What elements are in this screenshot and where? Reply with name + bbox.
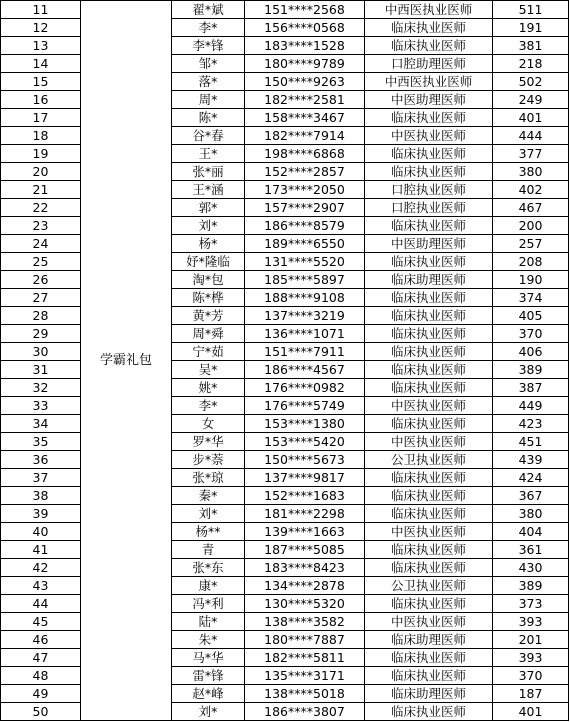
name-cell[interactable]: 李*锋 bbox=[172, 37, 245, 55]
phone-cell[interactable]: 173****2050 bbox=[245, 181, 365, 199]
row-number-cell[interactable]: 14 bbox=[1, 55, 81, 73]
score-cell[interactable]: 257 bbox=[493, 235, 569, 253]
row-number-cell[interactable]: 42 bbox=[1, 559, 81, 577]
exam-type-cell[interactable]: 临床执业医师 bbox=[365, 163, 493, 181]
phone-cell[interactable]: 151****7911 bbox=[245, 343, 365, 361]
phone-cell[interactable]: 183****1528 bbox=[245, 37, 365, 55]
exam-type-cell[interactable]: 临床执业医师 bbox=[365, 505, 493, 523]
phone-cell[interactable]: 185****5897 bbox=[245, 271, 365, 289]
score-cell[interactable]: 406 bbox=[493, 343, 569, 361]
name-cell[interactable]: 杨** bbox=[172, 523, 245, 541]
row-number-cell[interactable]: 22 bbox=[1, 199, 81, 217]
score-cell[interactable]: 208 bbox=[493, 253, 569, 271]
row-number-cell[interactable]: 40 bbox=[1, 523, 81, 541]
row-number-cell[interactable]: 24 bbox=[1, 235, 81, 253]
score-cell[interactable]: 370 bbox=[493, 667, 569, 685]
phone-cell[interactable]: 186****4567 bbox=[245, 361, 365, 379]
phone-cell[interactable]: 188****9108 bbox=[245, 289, 365, 307]
exam-type-cell[interactable]: 公卫执业医师 bbox=[365, 577, 493, 595]
exam-type-cell[interactable]: 中医执业医师 bbox=[365, 613, 493, 631]
score-cell[interactable]: 249 bbox=[493, 91, 569, 109]
name-cell[interactable]: 朱* bbox=[172, 631, 245, 649]
score-cell[interactable]: 449 bbox=[493, 397, 569, 415]
exam-type-cell[interactable]: 临床执业医师 bbox=[365, 487, 493, 505]
score-cell[interactable]: 190 bbox=[493, 271, 569, 289]
phone-cell[interactable]: 176****5749 bbox=[245, 397, 365, 415]
phone-cell[interactable]: 131****5520 bbox=[245, 253, 365, 271]
name-cell[interactable]: 淘*包 bbox=[172, 271, 245, 289]
score-cell[interactable]: 439 bbox=[493, 451, 569, 469]
exam-type-cell[interactable]: 中医执业医师 bbox=[365, 523, 493, 541]
name-cell[interactable]: 落* bbox=[172, 73, 245, 91]
score-cell[interactable]: 389 bbox=[493, 361, 569, 379]
row-number-cell[interactable]: 26 bbox=[1, 271, 81, 289]
row-number-cell[interactable]: 41 bbox=[1, 541, 81, 559]
row-number-cell[interactable]: 48 bbox=[1, 667, 81, 685]
exam-type-cell[interactable]: 临床执业医师 bbox=[365, 145, 493, 163]
score-cell[interactable]: 380 bbox=[493, 163, 569, 181]
exam-type-cell[interactable]: 临床执业医师 bbox=[365, 541, 493, 559]
phone-cell[interactable]: 138****3582 bbox=[245, 613, 365, 631]
row-number-cell[interactable]: 33 bbox=[1, 397, 81, 415]
exam-type-cell[interactable]: 中西医执业医师 bbox=[365, 1, 493, 19]
phone-cell[interactable]: 176****0982 bbox=[245, 379, 365, 397]
row-number-cell[interactable]: 23 bbox=[1, 217, 81, 235]
name-cell[interactable]: 王*涵 bbox=[172, 181, 245, 199]
score-cell[interactable]: 393 bbox=[493, 649, 569, 667]
score-cell[interactable]: 451 bbox=[493, 433, 569, 451]
name-cell[interactable]: 秦* bbox=[172, 487, 245, 505]
phone-cell[interactable]: 152****1683 bbox=[245, 487, 365, 505]
row-number-cell[interactable]: 13 bbox=[1, 37, 81, 55]
name-cell[interactable]: 宁*茹 bbox=[172, 343, 245, 361]
name-cell[interactable]: 妤*隆临 bbox=[172, 253, 245, 271]
score-cell[interactable]: 387 bbox=[493, 379, 569, 397]
name-cell[interactable]: 雷*锋 bbox=[172, 667, 245, 685]
exam-type-cell[interactable]: 临床执业医师 bbox=[365, 361, 493, 379]
row-number-cell[interactable]: 16 bbox=[1, 91, 81, 109]
phone-cell[interactable]: 157****2907 bbox=[245, 199, 365, 217]
phone-cell[interactable]: 152****2857 bbox=[245, 163, 365, 181]
score-cell[interactable]: 377 bbox=[493, 145, 569, 163]
name-cell[interactable]: 刘* bbox=[172, 703, 245, 721]
name-cell[interactable]: 张*丽 bbox=[172, 163, 245, 181]
row-number-cell[interactable]: 11 bbox=[1, 1, 81, 19]
row-number-cell[interactable]: 15 bbox=[1, 73, 81, 91]
exam-type-cell[interactable]: 临床执业医师 bbox=[365, 379, 493, 397]
name-cell[interactable]: 张*东 bbox=[172, 559, 245, 577]
score-cell[interactable]: 402 bbox=[493, 181, 569, 199]
score-cell[interactable]: 393 bbox=[493, 613, 569, 631]
name-cell[interactable]: 青 bbox=[172, 541, 245, 559]
row-number-cell[interactable]: 34 bbox=[1, 415, 81, 433]
phone-cell[interactable]: 150****5673 bbox=[245, 451, 365, 469]
name-cell[interactable]: 马*华 bbox=[172, 649, 245, 667]
exam-type-cell[interactable]: 公卫执业医师 bbox=[365, 451, 493, 469]
name-cell[interactable]: 张*琼 bbox=[172, 469, 245, 487]
exam-type-cell[interactable]: 临床执业医师 bbox=[365, 595, 493, 613]
name-cell[interactable]: 杨* bbox=[172, 235, 245, 253]
phone-cell[interactable]: 136****1071 bbox=[245, 325, 365, 343]
phone-cell[interactable]: 137****9817 bbox=[245, 469, 365, 487]
phone-cell[interactable]: 137****3219 bbox=[245, 307, 365, 325]
row-number-cell[interactable]: 32 bbox=[1, 379, 81, 397]
phone-cell[interactable]: 134****2878 bbox=[245, 577, 365, 595]
exam-type-cell[interactable]: 临床执业医师 bbox=[365, 19, 493, 37]
name-cell[interactable]: 步*萘 bbox=[172, 451, 245, 469]
name-cell[interactable]: 陈* bbox=[172, 109, 245, 127]
exam-type-cell[interactable]: 临床执业医师 bbox=[365, 649, 493, 667]
row-number-cell[interactable]: 45 bbox=[1, 613, 81, 631]
row-number-cell[interactable]: 46 bbox=[1, 631, 81, 649]
exam-type-cell[interactable]: 中医执业医师 bbox=[365, 397, 493, 415]
score-cell[interactable]: 405 bbox=[493, 307, 569, 325]
phone-cell[interactable]: 186****8579 bbox=[245, 217, 365, 235]
exam-type-cell[interactable]: 临床执业医师 bbox=[365, 415, 493, 433]
exam-type-cell[interactable]: 中医执业医师 bbox=[365, 127, 493, 145]
exam-type-cell[interactable]: 中医助理医师 bbox=[365, 235, 493, 253]
name-cell[interactable]: 翟*斌 bbox=[172, 1, 245, 19]
exam-type-cell[interactable]: 临床执业医师 bbox=[365, 343, 493, 361]
phone-cell[interactable]: 186****3807 bbox=[245, 703, 365, 721]
name-cell[interactable]: 冯*利 bbox=[172, 595, 245, 613]
score-cell[interactable]: 430 bbox=[493, 559, 569, 577]
phone-cell[interactable]: 198****6868 bbox=[245, 145, 365, 163]
row-number-cell[interactable]: 29 bbox=[1, 325, 81, 343]
row-number-cell[interactable]: 18 bbox=[1, 127, 81, 145]
score-cell[interactable]: 444 bbox=[493, 127, 569, 145]
phone-cell[interactable]: 187****5085 bbox=[245, 541, 365, 559]
name-cell[interactable]: 陈*桦 bbox=[172, 289, 245, 307]
row-number-cell[interactable]: 47 bbox=[1, 649, 81, 667]
row-number-cell[interactable]: 38 bbox=[1, 487, 81, 505]
score-cell[interactable]: 401 bbox=[493, 109, 569, 127]
exam-type-cell[interactable]: 临床执业医师 bbox=[365, 289, 493, 307]
score-cell[interactable]: 370 bbox=[493, 325, 569, 343]
score-cell[interactable]: 218 bbox=[493, 55, 569, 73]
exam-type-cell[interactable]: 临床执业医师 bbox=[365, 217, 493, 235]
phone-cell[interactable]: 158****3467 bbox=[245, 109, 365, 127]
row-number-cell[interactable]: 27 bbox=[1, 289, 81, 307]
name-cell[interactable]: 刘* bbox=[172, 217, 245, 235]
exam-type-cell[interactable]: 临床执业医师 bbox=[365, 37, 493, 55]
score-cell[interactable]: 511 bbox=[493, 1, 569, 19]
exam-type-cell[interactable]: 临床执业医师 bbox=[365, 109, 493, 127]
name-cell[interactable]: 赵*峰 bbox=[172, 685, 245, 703]
exam-type-cell[interactable]: 临床执业医师 bbox=[365, 325, 493, 343]
row-number-cell[interactable]: 44 bbox=[1, 595, 81, 613]
exam-type-cell[interactable]: 中西医执业医师 bbox=[365, 73, 493, 91]
exam-type-cell[interactable]: 临床执业医师 bbox=[365, 559, 493, 577]
name-cell[interactable]: 谷*春 bbox=[172, 127, 245, 145]
score-cell[interactable]: 373 bbox=[493, 595, 569, 613]
exam-type-cell[interactable]: 临床执业医师 bbox=[365, 703, 493, 721]
phone-cell[interactable]: 189****6550 bbox=[245, 235, 365, 253]
phone-cell[interactable]: 183****8423 bbox=[245, 559, 365, 577]
score-cell[interactable]: 374 bbox=[493, 289, 569, 307]
exam-type-cell[interactable]: 临床助理医师 bbox=[365, 685, 493, 703]
score-cell[interactable]: 502 bbox=[493, 73, 569, 91]
row-number-cell[interactable]: 31 bbox=[1, 361, 81, 379]
row-number-cell[interactable]: 19 bbox=[1, 145, 81, 163]
row-number-cell[interactable]: 17 bbox=[1, 109, 81, 127]
table-body bbox=[1, 1, 569, 721]
score-cell[interactable]: 367 bbox=[493, 487, 569, 505]
exam-type-cell[interactable]: 口腔执业医师 bbox=[365, 181, 493, 199]
phone-cell[interactable]: 156****0568 bbox=[245, 19, 365, 37]
name-cell[interactable]: 康* bbox=[172, 577, 245, 595]
phone-cell[interactable]: 135****3171 bbox=[245, 667, 365, 685]
row-number-cell[interactable]: 20 bbox=[1, 163, 81, 181]
row-number-cell[interactable]: 12 bbox=[1, 19, 81, 37]
name-cell[interactable]: 黄*芳 bbox=[172, 307, 245, 325]
exam-type-cell[interactable]: 临床助理医师 bbox=[365, 271, 493, 289]
score-cell[interactable]: 201 bbox=[493, 631, 569, 649]
score-cell[interactable]: 423 bbox=[493, 415, 569, 433]
phone-cell[interactable]: 180****9789 bbox=[245, 55, 365, 73]
exam-type-cell[interactable]: 口腔助理医师 bbox=[365, 55, 493, 73]
exam-type-cell[interactable]: 临床执业医师 bbox=[365, 667, 493, 685]
score-cell[interactable]: 404 bbox=[493, 523, 569, 541]
phone-cell[interactable]: 181****2298 bbox=[245, 505, 365, 523]
row-number-cell[interactable]: 35 bbox=[1, 433, 81, 451]
phone-cell[interactable]: 139****1663 bbox=[245, 523, 365, 541]
score-cell[interactable]: 380 bbox=[493, 505, 569, 523]
name-cell[interactable]: 罗*华 bbox=[172, 433, 245, 451]
name-cell[interactable]: 郭* bbox=[172, 199, 245, 217]
phone-cell[interactable]: 180****7887 bbox=[245, 631, 365, 649]
phone-cell[interactable]: 182****7914 bbox=[245, 127, 365, 145]
score-cell[interactable]: 191 bbox=[493, 19, 569, 37]
name-cell[interactable]: 李* bbox=[172, 397, 245, 415]
score-cell[interactable]: 361 bbox=[493, 541, 569, 559]
row-number-cell[interactable]: 50 bbox=[1, 703, 81, 721]
score-cell[interactable]: 467 bbox=[493, 199, 569, 217]
score-cell[interactable]: 401 bbox=[493, 703, 569, 721]
name-cell[interactable]: 王* bbox=[172, 145, 245, 163]
exam-type-cell[interactable]: 口腔执业医师 bbox=[365, 199, 493, 217]
row-number-cell[interactable]: 49 bbox=[1, 685, 81, 703]
row-number-cell[interactable]: 37 bbox=[1, 469, 81, 487]
exam-type-cell[interactable]: 临床执业医师 bbox=[365, 307, 493, 325]
exam-type-cell[interactable]: 临床助理医师 bbox=[365, 631, 493, 649]
name-cell[interactable]: 周* bbox=[172, 91, 245, 109]
exam-type-cell[interactable]: 中医执业医师 bbox=[365, 433, 493, 451]
score-cell[interactable]: 200 bbox=[493, 217, 569, 235]
phone-cell[interactable]: 153****1380 bbox=[245, 415, 365, 433]
name-cell[interactable]: 吴* bbox=[172, 361, 245, 379]
row-number-cell[interactable]: 21 bbox=[1, 181, 81, 199]
name-cell[interactable]: 李* bbox=[172, 19, 245, 37]
phone-cell[interactable]: 182****5811 bbox=[245, 649, 365, 667]
group-label-cell[interactable]: 学霸礼包 bbox=[81, 1, 172, 721]
name-cell[interactable]: 周*舜 bbox=[172, 325, 245, 343]
exam-type-cell[interactable]: 中医助理医师 bbox=[365, 91, 493, 109]
row-number-cell[interactable]: 25 bbox=[1, 253, 81, 271]
score-cell[interactable]: 389 bbox=[493, 577, 569, 595]
row-number-cell[interactable]: 39 bbox=[1, 505, 81, 523]
row-number-cell[interactable]: 28 bbox=[1, 307, 81, 325]
name-cell[interactable]: 陆* bbox=[172, 613, 245, 631]
name-cell[interactable]: 刘* bbox=[172, 505, 245, 523]
score-cell[interactable]: 424 bbox=[493, 469, 569, 487]
phone-cell[interactable]: 150****9263 bbox=[245, 73, 365, 91]
phone-cell[interactable]: 151****2568 bbox=[245, 1, 365, 19]
row-number-cell[interactable]: 30 bbox=[1, 343, 81, 361]
table-row bbox=[1, 1, 569, 19]
phone-cell[interactable]: 130****5320 bbox=[245, 595, 365, 613]
phone-cell[interactable]: 138****5018 bbox=[245, 685, 365, 703]
exam-type-cell[interactable]: 临床执业医师 bbox=[365, 469, 493, 487]
phone-cell[interactable]: 153****5420 bbox=[245, 433, 365, 451]
row-number-cell[interactable]: 36 bbox=[1, 451, 81, 469]
name-cell[interactable]: 姚* bbox=[172, 379, 245, 397]
score-cell[interactable]: 381 bbox=[493, 37, 569, 55]
row-number-cell[interactable]: 43 bbox=[1, 577, 81, 595]
score-cell[interactable]: 187 bbox=[493, 685, 569, 703]
name-cell[interactable]: 邹* bbox=[172, 55, 245, 73]
phone-cell[interactable]: 182****2581 bbox=[245, 91, 365, 109]
exam-type-cell[interactable]: 临床执业医师 bbox=[365, 253, 493, 271]
name-cell[interactable]: 女 bbox=[172, 415, 245, 433]
